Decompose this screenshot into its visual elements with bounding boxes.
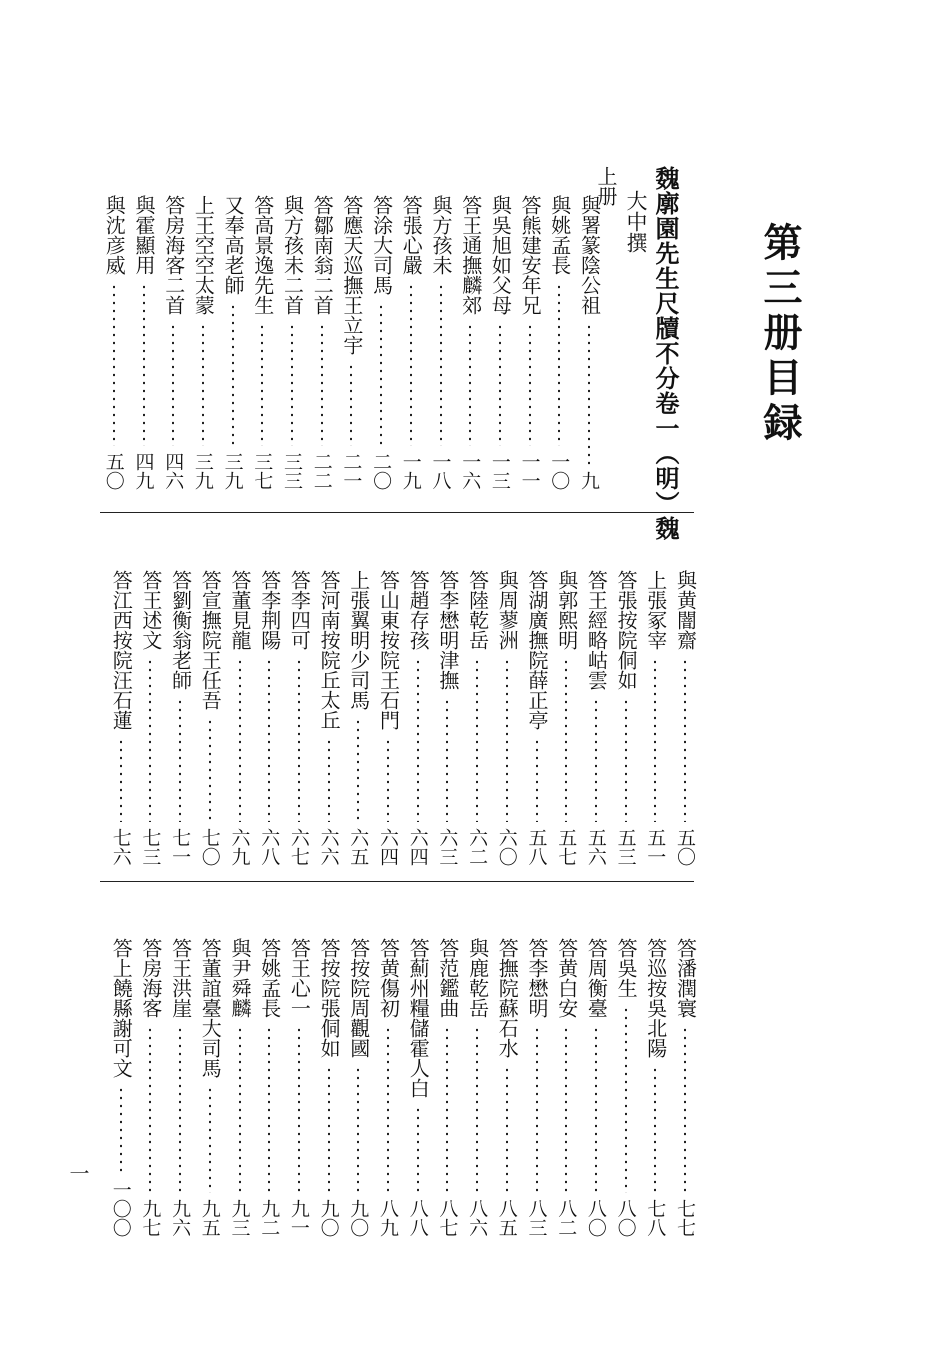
leader-dots xyxy=(291,323,293,446)
entry-title: 答黄傷初 xyxy=(376,938,401,1018)
entry-title: 答姚孟長 xyxy=(257,938,282,1018)
toc-entry xyxy=(288,570,310,866)
entry-title: 答按院張侗如 xyxy=(317,938,342,1058)
entry-page-number: 八八 xyxy=(406,1199,429,1237)
leader-dots xyxy=(440,283,442,446)
entry-title: 答王通撫麟郊 xyxy=(458,195,483,315)
leader-dots xyxy=(357,718,359,822)
leader-dots xyxy=(120,738,122,822)
entry-title: 答王經略岵雲 xyxy=(584,570,609,690)
toc-entry xyxy=(318,570,340,866)
toc-entry xyxy=(555,570,577,866)
toc-entry xyxy=(251,195,273,490)
entry-title: 上王空空太蒙 xyxy=(191,195,216,315)
leader-dots xyxy=(209,718,211,822)
leader-dots xyxy=(588,323,590,465)
entry-page-number: 五一 xyxy=(644,828,667,866)
entry-page-number: 七一 xyxy=(169,828,192,866)
entry-page-number: 八九 xyxy=(377,1199,399,1237)
toc-entry xyxy=(644,570,666,866)
leader-dots xyxy=(476,1026,478,1193)
block-divider xyxy=(100,881,694,882)
entry-page-number: 八〇 xyxy=(584,1199,607,1237)
toc-entry xyxy=(222,195,244,490)
entry-page-number: 二〇 xyxy=(370,452,393,490)
toc-entry xyxy=(407,570,429,866)
entry-title: 答房海客二首 xyxy=(161,195,186,315)
leader-dots xyxy=(410,283,412,446)
entry-page-number: 七三 xyxy=(139,828,162,866)
entry-page-number: 五〇 xyxy=(102,452,125,490)
leader-dots xyxy=(328,738,330,822)
entry-title: 與霍顯用 xyxy=(132,195,156,275)
toc-entry xyxy=(585,938,607,1237)
entry-title: 答薊州糧儲霍人白 xyxy=(406,938,431,1098)
entry-title: 答黄白安 xyxy=(554,938,579,1018)
toc-entry xyxy=(110,938,132,1237)
block-divider xyxy=(100,512,694,513)
toc-entry xyxy=(555,938,577,1237)
leader-dots xyxy=(536,1026,538,1193)
entry-page-number: 九三 xyxy=(228,1199,251,1237)
toc-entry xyxy=(548,195,570,490)
entry-title: 答撫院蘇石水 xyxy=(495,938,520,1058)
leader-dots xyxy=(625,1006,627,1193)
page-number: 一 xyxy=(66,1163,90,1183)
toc-entry xyxy=(436,938,458,1237)
entry-page-number: 九一 xyxy=(287,1199,310,1237)
entry-page-number: 七六 xyxy=(109,828,132,866)
toc-entry xyxy=(229,938,251,1237)
entry-title: 答張心嚴 xyxy=(399,195,424,275)
toc-entry xyxy=(139,938,161,1237)
entry-page-number: 六〇 xyxy=(495,828,518,866)
entry-page-number: 三三 xyxy=(281,452,303,490)
entry-title: 與方孩未 xyxy=(429,195,453,275)
leader-dots xyxy=(268,1026,270,1193)
toc-entry xyxy=(133,195,155,490)
entry-title: 與方孩未二首 xyxy=(280,195,305,315)
entry-title: 與周蓼洲 xyxy=(495,570,520,650)
toc-entry xyxy=(489,195,511,490)
section-label: 上册 xyxy=(594,166,618,206)
entry-page-number: 八七 xyxy=(436,1199,459,1237)
entry-title: 答山東按院王石門 xyxy=(376,570,401,730)
leader-dots xyxy=(380,303,382,446)
leader-dots xyxy=(120,1086,122,1174)
toc-entry xyxy=(436,570,458,866)
entry-page-number: 九七 xyxy=(139,1199,162,1237)
entry-title: 與郭熙明 xyxy=(554,570,579,650)
entry-title: 答陸乾岳 xyxy=(465,570,490,650)
entry-page-number: 一六 xyxy=(459,452,482,490)
entry-page-number: 八二 xyxy=(555,1199,578,1237)
leader-dots xyxy=(387,738,389,822)
leader-dots xyxy=(172,323,174,446)
toc-entry xyxy=(400,195,422,490)
leader-dots xyxy=(239,1026,241,1193)
toc-entry xyxy=(139,570,161,866)
toc-entry xyxy=(644,938,666,1237)
entry-page-number: 一〇 xyxy=(548,452,571,490)
entry-page-number: 二一 xyxy=(340,452,363,490)
entry-title: 答劉衡翁老師 xyxy=(168,570,193,690)
author-line: 大中撰 xyxy=(624,190,648,253)
entry-page-number: 五七 xyxy=(555,828,578,866)
entry-title: 答王洪崖 xyxy=(168,938,193,1018)
volume-title: 第三册目録 xyxy=(757,222,803,447)
leader-dots xyxy=(298,1026,300,1193)
leader-dots xyxy=(143,283,145,446)
entry-page-number: 五八 xyxy=(525,828,548,866)
entry-title: 答范鑑曲 xyxy=(435,938,460,1018)
toc-entry xyxy=(192,195,214,490)
entry-page-number: 六二 xyxy=(466,828,489,866)
entry-title: 上張冢宰 xyxy=(643,570,668,650)
toc-entry xyxy=(578,195,600,490)
toc-entry xyxy=(615,570,637,866)
leader-dots xyxy=(654,658,656,822)
toc-entry xyxy=(674,570,696,866)
toc-entry xyxy=(585,570,607,866)
leader-dots xyxy=(209,1086,211,1193)
entry-page-number: 三七 xyxy=(251,452,274,490)
entry-title: 答應天巡撫王立宇 xyxy=(339,195,364,355)
entry-page-number: 六七 xyxy=(287,828,310,866)
entry-page-number: 五〇 xyxy=(674,828,696,866)
leader-dots xyxy=(357,1066,359,1193)
entry-title: 與黄闇齋 xyxy=(673,570,698,650)
entry-page-number: 九〇 xyxy=(347,1199,370,1237)
leader-dots xyxy=(595,698,597,822)
entry-title: 答潘潤寰 xyxy=(673,938,698,1018)
entry-page-number: 二二 xyxy=(310,452,333,490)
toc-entry xyxy=(615,938,637,1237)
entry-page-number: 三九 xyxy=(221,452,244,490)
entry-page-number: 四九 xyxy=(132,452,155,490)
leader-dots xyxy=(506,1066,508,1193)
toc-entry xyxy=(103,195,125,490)
entry-title: 與姚孟長 xyxy=(547,195,572,275)
leader-dots xyxy=(499,323,501,446)
leader-dots xyxy=(654,1066,656,1193)
toc-entry xyxy=(496,938,518,1237)
toc-entry xyxy=(199,570,221,866)
entry-title: 答董見龍 xyxy=(228,570,252,650)
entry-page-number: 九六 xyxy=(169,1199,192,1237)
toc-entry xyxy=(459,195,481,490)
entry-page-number: 四六 xyxy=(162,452,185,490)
leader-dots xyxy=(558,283,560,446)
leader-dots xyxy=(684,658,686,822)
leader-dots xyxy=(565,1026,567,1193)
entry-title: 答王述文 xyxy=(138,570,163,650)
entry-page-number: 三九 xyxy=(191,452,214,490)
entry-title: 答董誼臺大司馬 xyxy=(198,938,223,1078)
entry-title: 答趙存孩 xyxy=(406,570,431,650)
entry-page-number: 一〇〇 xyxy=(109,1180,132,1237)
leader-dots xyxy=(261,323,263,446)
entry-title: 答王心一 xyxy=(287,938,312,1018)
leader-dots xyxy=(625,698,627,822)
entry-title: 答李四可 xyxy=(287,570,312,650)
toc-entry xyxy=(281,195,303,490)
entry-page-number: 一八 xyxy=(429,452,452,490)
leader-dots xyxy=(113,283,115,446)
leader-dots xyxy=(268,658,270,822)
leader-dots xyxy=(179,698,181,822)
leader-dots xyxy=(595,1026,597,1193)
toc-entry xyxy=(288,938,310,1237)
entry-page-number: 九 xyxy=(578,471,600,490)
leader-dots xyxy=(446,698,448,822)
leader-dots xyxy=(446,1026,448,1193)
entry-title: 與署篆陰公祖 xyxy=(577,195,602,315)
entry-page-number: 八三 xyxy=(525,1199,548,1237)
entry-page-number: 六四 xyxy=(406,828,429,866)
entry-page-number: 七七 xyxy=(674,1199,696,1237)
toc-entry xyxy=(407,938,429,1237)
entry-title: 答高景逸先生 xyxy=(250,195,275,315)
entry-title: 答吳生 xyxy=(614,938,639,998)
entry-page-number: 六四 xyxy=(377,828,399,866)
leader-dots xyxy=(506,658,508,822)
toc-entry xyxy=(258,570,280,866)
entry-title: 答湖廣撫院薛正亭 xyxy=(525,570,549,730)
toc-entry xyxy=(526,570,548,866)
entry-title: 答江西按院汪石蓮 xyxy=(109,570,134,730)
entry-page-number: 六九 xyxy=(228,828,251,866)
leader-dots xyxy=(321,323,323,446)
leader-dots xyxy=(536,738,538,822)
leader-dots xyxy=(298,658,300,822)
toc-entry xyxy=(430,195,452,490)
entry-page-number: 一一 xyxy=(518,452,541,490)
toc-entry xyxy=(162,195,184,490)
toc-entry xyxy=(318,938,340,1237)
entry-title: 上張翼明少司馬 xyxy=(346,570,371,710)
leader-dots xyxy=(350,363,352,446)
toc-entry xyxy=(526,938,548,1237)
leader-dots xyxy=(202,323,204,446)
entry-title: 答李懋明津撫 xyxy=(435,570,460,690)
entry-title: 答鄒南翁二首 xyxy=(310,195,335,315)
toc-entry xyxy=(377,570,399,866)
entry-page-number: 七八 xyxy=(644,1199,667,1237)
leader-dots xyxy=(232,303,234,446)
leader-dots xyxy=(239,658,241,822)
entry-title: 與吳旭如父母 xyxy=(488,195,513,315)
toc-entry xyxy=(674,938,696,1237)
toc-entry xyxy=(466,570,488,866)
entry-title: 答巡按吳北陽 xyxy=(643,938,668,1058)
entry-title: 答熊建安年兄 xyxy=(518,195,543,315)
toc-entry xyxy=(110,570,132,866)
entry-page-number: 六八 xyxy=(258,828,281,866)
toc-entry xyxy=(370,195,392,490)
entry-title: 答周衡臺 xyxy=(584,938,609,1018)
leader-dots xyxy=(179,1026,181,1193)
entry-page-number: 八五 xyxy=(495,1199,518,1237)
leader-dots xyxy=(149,1026,151,1193)
toc-entry xyxy=(169,570,191,866)
leader-dots xyxy=(684,1026,686,1193)
entry-page-number: 九〇 xyxy=(317,1199,340,1237)
entry-page-number: 八六 xyxy=(466,1199,489,1237)
toc-entry xyxy=(347,570,369,866)
entry-page-number: 八〇 xyxy=(614,1199,637,1237)
toc-entry xyxy=(199,938,221,1237)
entry-title: 答按院周觀國 xyxy=(346,938,371,1058)
entry-page-number: 一九 xyxy=(399,452,422,490)
entry-title: 答上饒縣謝可文 xyxy=(109,938,134,1078)
toc-entry xyxy=(519,195,541,490)
leader-dots xyxy=(417,1106,419,1193)
entry-page-number: 五三 xyxy=(614,828,637,866)
entry-page-number: 一三 xyxy=(488,452,511,490)
entry-page-number: 六六 xyxy=(317,828,340,866)
leader-dots xyxy=(417,658,419,822)
toc-entry xyxy=(340,195,362,490)
entry-title: 答張按院侗如 xyxy=(614,570,639,690)
leader-dots xyxy=(328,1066,330,1193)
leader-dots xyxy=(476,658,478,822)
entry-title: 答涂大司馬 xyxy=(369,195,394,295)
leader-dots xyxy=(149,658,151,822)
entry-title: 答李荆陽 xyxy=(257,570,282,650)
entry-page-number: 九五 xyxy=(198,1199,221,1237)
toc-entry xyxy=(258,938,280,1237)
leader-dots xyxy=(387,1026,389,1193)
entry-title: 與鹿乾岳 xyxy=(465,938,490,1018)
toc-entry xyxy=(377,938,399,1237)
leader-dots xyxy=(529,323,531,446)
entry-title: 與沈彦威 xyxy=(102,195,127,275)
leader-dots xyxy=(565,658,567,822)
entry-title: 答房海客 xyxy=(138,938,163,1018)
leader-dots xyxy=(469,323,471,446)
entry-page-number: 六五 xyxy=(347,828,370,866)
toc-entry xyxy=(169,938,191,1237)
toc-entry xyxy=(229,570,251,866)
toc-entry xyxy=(347,938,369,1237)
entry-page-number: 九二 xyxy=(258,1199,281,1237)
entry-page-number: 六三 xyxy=(436,828,459,866)
toc-entry xyxy=(496,570,518,866)
entry-page-number: 七〇 xyxy=(198,828,221,866)
book-title: 魏廓園先生尺牘不分卷一（明）魏 xyxy=(651,166,680,541)
entry-page-number: 五六 xyxy=(584,828,607,866)
entry-title: 與尹舜麟 xyxy=(228,938,252,1018)
entry-title: 答李懋明 xyxy=(525,938,549,1018)
entry-title: 又奉高老師 xyxy=(221,195,246,295)
toc-entry xyxy=(311,195,333,490)
toc-entry xyxy=(466,938,488,1237)
entry-title: 答河南按院丘太丘 xyxy=(317,570,342,730)
entry-title: 答宣撫院王任吾 xyxy=(198,570,223,710)
